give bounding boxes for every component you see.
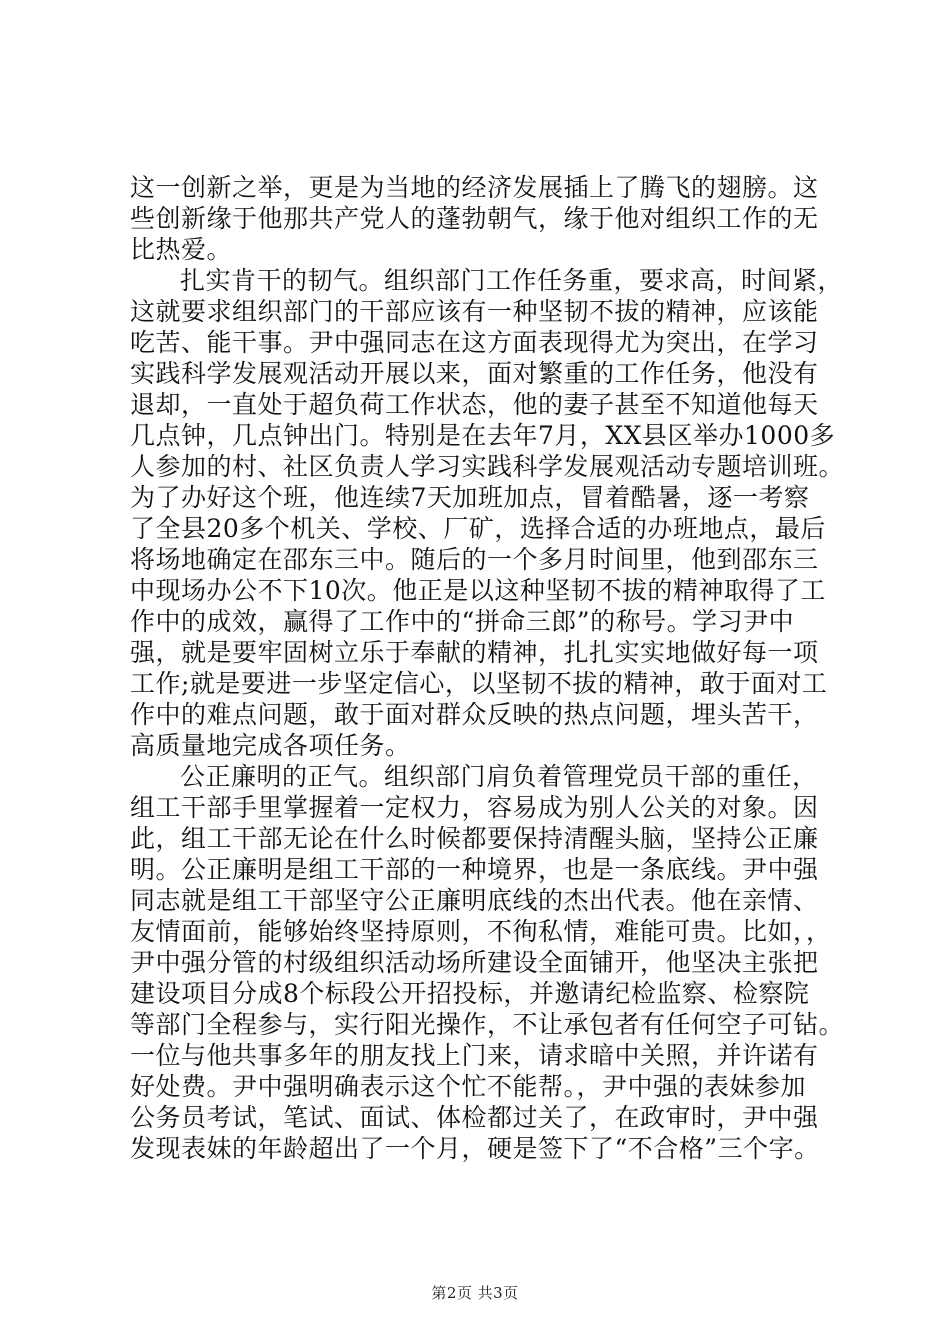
text-line: 公务员考试，笔试、面试、体检都过关了，在政审时，尹中强 [130,1103,819,1132]
text-line: 些创新缘于他那共产党人的蓬勃朝气，缘于他对组织工作的无 [130,204,819,233]
text-line: 好处费。尹中强明确表示这个忙不能帮。，尹中强的表妹参加 [130,1072,807,1101]
text-line: 实践科学发展观活动开展以来，面对繁重的工作任务，他没有 [130,359,819,388]
text-line: 退却，一直处于超负荷工作状态，他的妻子甚至不知道他每天 [130,390,819,419]
text-line: 发现表妹的年龄超出了一个月，硬是签下了“不合格”三个字。 [130,1134,820,1163]
text-line: 作中的难点问题，敢于面对群众反映的热点问题，埋头苦干， [130,700,819,729]
page-number-footer: 第2页 共3页 [431,1284,519,1302]
text-line: 了全县20多个机关、学校、厂矿，选择合适的办班地点，最后 [130,514,826,543]
text-line: 将场地确定在邵东三中。随后的一个多月时间里，他到邵东三 [130,545,819,574]
text-line: 为了办好这个班，他连续7天加班加点，冒着酷暑，逐一考察 [130,483,810,512]
paragraph-start-line: 扎实肯干的韧气。组织部门工作任务重，要求高，时间紧， [180,266,844,295]
text-line: 等部门全程参与，实行阳光操作，不让承包者有任何空子可钻。 [130,1010,845,1039]
text-line: 几点钟，几点钟出门。特别是在去年7月，XX县区举办1000多 [130,421,836,450]
text-line: 此，组工干部无论在什么时候都要保持清醒头脑，坚持公正廉 [130,824,819,853]
paragraph-start-line: 公正廉明的正气。组织部门肩负着管理党员干部的重任， [180,762,818,791]
text-line: 同志就是组工干部坚守公正廉明底线的杰出代表。他在亲情、 [130,886,819,915]
text-line: 建设项目分成8个标段公开招投标，并邀请纪检监察、检察院 [130,979,810,1008]
text-line: 高质量地完成各项任务。 [130,731,411,760]
text-line: 一位与他共事多年的朋友找上门来，请求暗中关照，并许诺有 [130,1041,819,1070]
text-line: 比热爱。 [130,235,233,264]
text-line: 友情面前，能够始终坚持原则，不徇私情，难能可贵。比如，， [130,917,832,946]
text-line: 这就要求组织部门的干部应该有一种坚韧不拔的精神，应该能 [130,297,819,326]
body-text [130,172,845,1164]
text-line: 明。公正廉明是组工干部的一种境界，也是一条底线。尹中强 [130,855,819,884]
text-line: 工作;就是要进一步坚定信心，以坚韧不拔的精神，敢于面对工 [130,669,828,698]
text-line: 尹中强分管的村级组织活动场所建设全面铺开，他坚决主张把 [130,948,819,977]
text-line: 强，就是要牢固树立乐于奉献的精神，扎扎实实地做好每一项 [130,638,819,667]
text-line: 人参加的村、社区负责人学习实践科学发展观活动专题培训班。 [130,452,845,481]
text-line: 作中的成效，赢得了工作中的“拼命三郎”的称号。学习尹中 [130,607,795,636]
text-line: 吃苦、能干事。尹中强同志在这方面表现得尤为突出，在学习 [130,328,819,357]
text-line: 这一创新之举，更是为当地的经济发展插上了腾飞的翅膀。这 [130,173,819,202]
text-line: 组工干部手里掌握着一定权力，容易成为别人公关的对象。因 [130,793,819,822]
text-line: 中现场办公不下10次。他正是以这种坚韧不拔的精神取得了工 [130,576,826,605]
